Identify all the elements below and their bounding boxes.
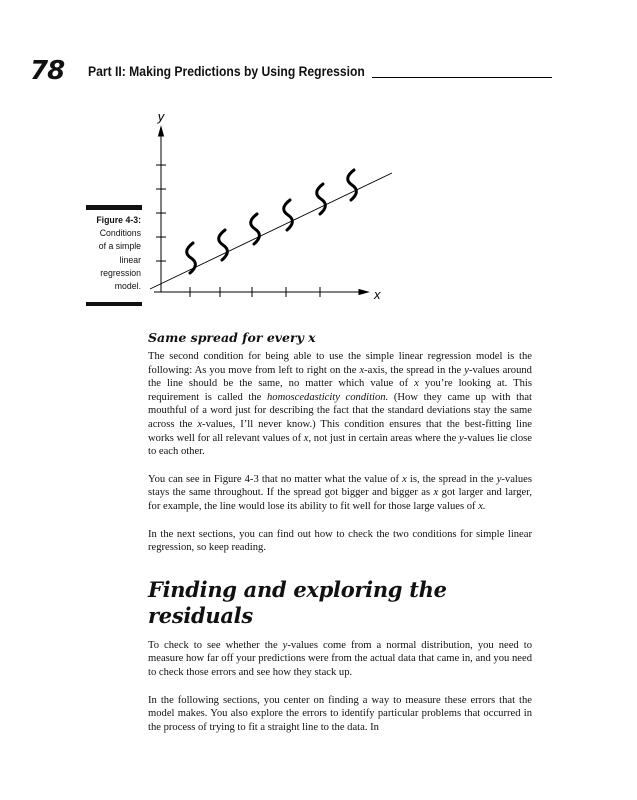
distribution-curve [348,170,357,200]
figure-caption-line: of a simple [98,241,141,253]
section-heading: Finding and exploring the residuals [148,576,447,628]
italic-text: x [197,418,203,430]
paragraph: You can see in Figure 4-3 that no matter what the value of x is, the spread in the y-values stays the same throughout. If the spread got bigger and bigger as x got larger and larger, for example, the line would lose its ability to fit well for those large values of x. [148,473,532,512]
x-axis-label: x [374,287,381,302]
spread-curves [187,170,357,273]
italic-text: x, [303,432,312,444]
y-axis-label: y [157,109,165,124]
y-axis-arrow [159,127,164,136]
italic-text: y [282,639,288,651]
italic-text: y [464,364,469,376]
running-header [30,58,552,84]
italic-text: homoscedasticity condition. [266,391,389,403]
figure-caption-line: linear [119,254,141,266]
italic-text: x [402,473,407,485]
subsection-heading: Same spread for every x [148,330,316,345]
figure-caption-line: regression [100,267,141,279]
body-text [148,330,532,748]
paragraph: In the following sections, you center on finding a way to measure these errors that the model makes. You also explore the errors to identify particular problems that occurred in the process of trying to fit a straight line to the data. In [148,694,532,733]
header-rule [372,77,552,78]
distribution-curve [284,200,293,230]
x-axis-arrow [359,290,368,295]
figure-caption-bottom-bar [86,302,142,306]
italic-text: x [433,487,439,499]
paragraph: To check to see whether the y-values come from a normal distribution, you need to measure how far off your predictions were from the actual data that came in, and you need to check those errors and see how they stack up. [148,639,532,678]
distribution-curve [187,243,196,273]
figure-caption-label: Figure 4-3: [96,215,141,226]
figure-caption-line: model. [114,281,141,293]
italic-text: x [414,378,419,390]
italic-text: y [459,432,464,444]
italic-text: x. [478,500,486,512]
distribution-curve [251,214,260,244]
page-number: 78 [30,56,65,86]
italic-text: y [496,473,502,485]
paragraph: The second condition for being able to use the simple linear regression model is the following: As you move from left to right on the x-axis, the spread in the y-values around the line should be the same, no matter which value of x you’re looking at. This requirement is called the homoscedasticity condition. (How they came up with that mouthful of a word just for describing the fact that the standard deviations stay the same across the x-values, I’ll never know.) This condition ensures that the best-fitting line works well for all relevant values of x, not just in certain areas where the y-values lie close to each other. [148,351,532,458]
regression-figure [140,105,400,305]
figure-caption [90,214,141,293]
figure-caption-top-bar [86,205,142,210]
paragraph: In the next sections, you can find out how to check the two conditions for simple linear regression, so keep reading. [148,528,532,554]
distribution-curve [317,184,326,214]
italic-text: x [359,364,365,376]
part-title: Part II: Making Predictions by Using Regression [88,64,365,79]
figure-caption-line: Conditions [99,228,141,240]
